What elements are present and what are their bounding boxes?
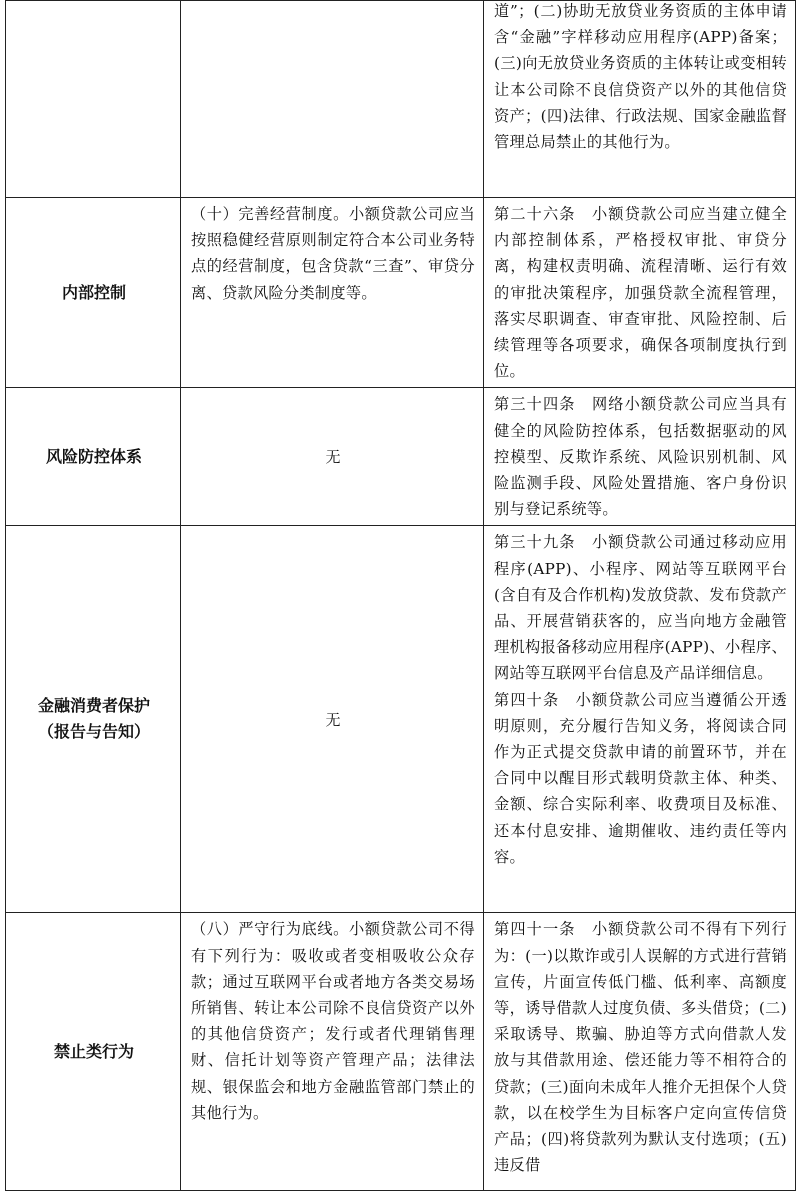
old-rule-text: （八）严守行为底线。小额贷款公司不得有下列行为：吸收或者变相吸收公众存款；通过互联网平台或者地方各类交易场所销售、转让本公司除不良信贷资产以外的其他信贷资产；发行或者代理销售理财、信托计划等资产管理产品；法律法规、银保监会和地方金融监管部门禁止的其他行为。 [191,920,475,1122]
new-rule-cell [484,388,796,526]
regulation-comparison-table [5,0,796,1191]
table-row [6,1,796,198]
old-rule-text: （十）完善经营制度。小额贷款公司应当按照稳健经营原则制定符合本公司业务特点的经营制度，包含贷款“三查”、审贷分离、贷款风险分类制度等。 [191,205,475,302]
category-cell: 禁止类行为 [6,913,181,1191]
table-row [6,913,796,1191]
category-title: 金融消费者保护 [37,696,150,716]
new-rule-text: 第三十四条 网络小额贷款公司应当具有健全的风险防控体系，包括数据驱动的风控模型、反欺诈系统、风险识别机制、风险监测手段、风险处置措施、客户身份识别与登记系统等。 [494,395,787,519]
old-rule-cell [181,526,484,913]
new-rule-cell [484,526,796,913]
new-rule-cell [484,198,796,388]
new-rule-text: 第三十九条 小额贷款公司通过移动应用程序(APP)、小程序、网站等互联网平台(含自有及合作机构)发放贷款、发布贷款产品、开展营销获客的，应当向地方金融管理机构报备移动应用程序(APP)、小程序、网站等互联网平台信息及产品详细信息。 [494,533,787,683]
old-rule-cell [181,913,484,1191]
new-rule-text: 第四十条 小额贷款公司应当遵循公开透明原则，充分履行告知义务，将阅读合同作为正式提交贷款申请的前置环节，并在合同中以醒目形式载明贷款主体、种类、金额、综合实际利率、收费项目及标准、还本付息安排、逾期催收、违约责任等内容。 [494,690,787,866]
new-rule-text: 道”；(二)协助无放贷业务资质的主体申请含“金融”字样移动应用程序(APP)备案；(三)向无放贷业务资质的主体转让或变相转让本公司除不良信贷资产以外的其他信贷资产；(四)法律、行政法规、国家金融监督管理总局禁止的其他行为。 [494,2,787,152]
category-cell: 风险防控体系 [6,388,181,526]
category-subtitle: （报告与告知） [37,722,150,742]
table-row [6,198,796,388]
category-cell: 内部控制 [6,198,181,388]
table-row [6,526,796,913]
category-cell [6,1,181,198]
new-rule-cell [484,1,796,198]
old-rule-cell [181,198,484,388]
new-rule-text: 第四十一条 小额贷款公司不得有下列行为：(一)以欺诈或引人误解的方式进行营销宣传，片面宣传低门槛、低利率、高额度等，诱导借款人过度负债、多头借贷；(二)采取诱导、欺骗、胁迫等方式向借款人发放与其借款用途、偿还能力等不相符合的贷款；(三)面向未成年人推介无担保个人贷款，以在校学生为目标客户定向宣传信贷产品；(四)将贷款列为默认支付选项；(五)违反借 [494,920,787,1175]
new-rule-text: 第二十六条 小额贷款公司应当建立健全内部控制体系，严格授权审批、审贷分离，构建权责明确、流程清晰、运行有效的审批决策程序，加强贷款全流程管理，落实尽职调查、审查审批、风险控制、后续管理等各项要求，确保各项制度执行到位。 [494,205,787,381]
new-rule-cell [484,913,796,1191]
old-rule-cell [181,1,484,198]
old-rule-text: 无 [325,448,341,467]
table-row [6,388,796,526]
category-cell [6,526,181,913]
old-rule-cell [181,388,484,526]
old-rule-text: 无 [325,710,341,729]
